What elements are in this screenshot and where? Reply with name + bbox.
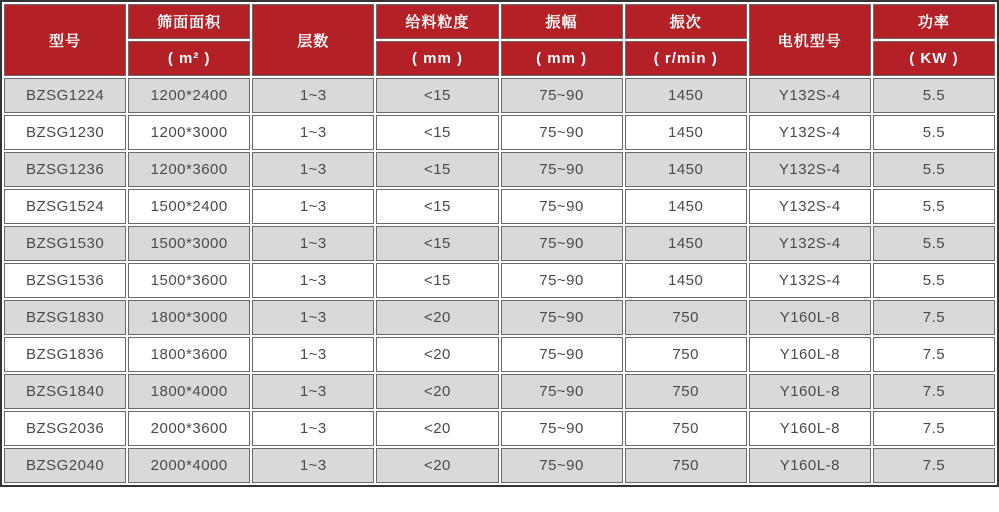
cell-model: BZSG1524 [4,189,126,224]
cell-screen-area: 1200*2400 [128,78,250,113]
cell-frequency: 1450 [625,152,747,187]
cell-frequency: 1450 [625,115,747,150]
cell-frequency: 1450 [625,226,747,261]
cell-frequency: 750 [625,411,747,446]
cell-model: BZSG1236 [4,152,126,187]
cell-motor-model: Y132S-4 [749,263,871,298]
cell-amplitude: 75~90 [501,189,623,224]
cell-feed-size: <15 [376,226,498,261]
header-frequency-unit: ( r/min ) [625,41,747,76]
header-layers: 层数 [252,4,374,76]
cell-model: BZSG2036 [4,411,126,446]
cell-feed-size: <15 [376,115,498,150]
table-row [4,152,995,187]
cell-amplitude: 75~90 [501,337,623,372]
table-row [4,115,995,150]
cell-model: BZSG1230 [4,115,126,150]
spec-table [2,2,997,485]
header-amplitude-unit: ( mm ) [501,41,623,76]
cell-layers: 1~3 [252,115,374,150]
cell-model: BZSG1530 [4,226,126,261]
cell-motor-model: Y160L-8 [749,448,871,483]
cell-power: 7.5 [873,411,995,446]
cell-screen-area: 2000*3600 [128,411,250,446]
cell-layers: 1~3 [252,189,374,224]
cell-feed-size: <20 [376,411,498,446]
cell-model: BZSG1224 [4,78,126,113]
cell-amplitude: 75~90 [501,152,623,187]
cell-screen-area: 1500*3000 [128,226,250,261]
cell-motor-model: Y132S-4 [749,189,871,224]
cell-layers: 1~3 [252,337,374,372]
cell-power: 7.5 [873,374,995,409]
cell-motor-model: Y160L-8 [749,374,871,409]
cell-amplitude: 75~90 [501,263,623,298]
cell-model: BZSG1836 [4,337,126,372]
cell-model: BZSG1830 [4,300,126,335]
cell-feed-size: <15 [376,263,498,298]
cell-frequency: 750 [625,337,747,372]
cell-power: 7.5 [873,337,995,372]
table-row [4,448,995,483]
cell-power: 5.5 [873,189,995,224]
cell-feed-size: <20 [376,374,498,409]
cell-amplitude: 75~90 [501,226,623,261]
table-row [4,411,995,446]
cell-motor-model: Y132S-4 [749,115,871,150]
cell-model: BZSG1536 [4,263,126,298]
cell-power: 5.5 [873,226,995,261]
cell-layers: 1~3 [252,411,374,446]
cell-screen-area: 1800*3000 [128,300,250,335]
cell-screen-area: 1200*3600 [128,152,250,187]
cell-frequency: 1450 [625,189,747,224]
header-motor-model: 电机型号 [749,4,871,76]
table-row [4,189,995,224]
cell-feed-size: <15 [376,189,498,224]
cell-feed-size: <15 [376,152,498,187]
cell-screen-area: 2000*4000 [128,448,250,483]
header-amplitude: 振幅 [501,4,623,39]
cell-motor-model: Y160L-8 [749,411,871,446]
cell-layers: 1~3 [252,374,374,409]
spec-table-header [4,4,995,76]
cell-feed-size: <15 [376,78,498,113]
cell-amplitude: 75~90 [501,411,623,446]
cell-power: 5.5 [873,78,995,113]
header-power-unit: ( KW ) [873,41,995,76]
header-screen-area: 筛面面积 [128,4,250,39]
table-row [4,374,995,409]
cell-model: BZSG2040 [4,448,126,483]
cell-feed-size: <20 [376,448,498,483]
table-row [4,300,995,335]
cell-motor-model: Y160L-8 [749,337,871,372]
cell-motor-model: Y132S-4 [749,226,871,261]
cell-screen-area: 1500*3600 [128,263,250,298]
cell-frequency: 1450 [625,263,747,298]
cell-screen-area: 1800*4000 [128,374,250,409]
table-row [4,337,995,372]
cell-motor-model: Y160L-8 [749,300,871,335]
cell-power: 5.5 [873,263,995,298]
header-power: 功率 [873,4,995,39]
cell-screen-area: 1500*2400 [128,189,250,224]
cell-motor-model: Y132S-4 [749,78,871,113]
cell-amplitude: 75~90 [501,115,623,150]
cell-frequency: 750 [625,300,747,335]
cell-model: BZSG1840 [4,374,126,409]
cell-frequency: 1450 [625,78,747,113]
cell-frequency: 750 [625,448,747,483]
table-row [4,78,995,113]
cell-amplitude: 75~90 [501,300,623,335]
cell-amplitude: 75~90 [501,78,623,113]
cell-motor-model: Y132S-4 [749,152,871,187]
cell-power: 5.5 [873,152,995,187]
cell-layers: 1~3 [252,448,374,483]
cell-layers: 1~3 [252,152,374,187]
cell-feed-size: <20 [376,337,498,372]
cell-layers: 1~3 [252,78,374,113]
header-feed-size: 给料粒度 [376,4,498,39]
cell-feed-size: <20 [376,300,498,335]
cell-layers: 1~3 [252,300,374,335]
cell-power: 5.5 [873,115,995,150]
cell-power: 7.5 [873,300,995,335]
header-frequency: 振次 [625,4,747,39]
spec-table-body [4,78,995,483]
table-row [4,226,995,261]
header-screen-area-unit: ( m² ) [128,41,250,76]
cell-screen-area: 1800*3600 [128,337,250,372]
cell-frequency: 750 [625,374,747,409]
header-row-labels [4,4,995,39]
cell-power: 7.5 [873,448,995,483]
header-feed-size-unit: ( mm ) [376,41,498,76]
cell-amplitude: 75~90 [501,448,623,483]
cell-layers: 1~3 [252,226,374,261]
cell-amplitude: 75~90 [501,374,623,409]
cell-layers: 1~3 [252,263,374,298]
header-model: 型号 [4,4,126,76]
cell-screen-area: 1200*3000 [128,115,250,150]
table-row [4,263,995,298]
